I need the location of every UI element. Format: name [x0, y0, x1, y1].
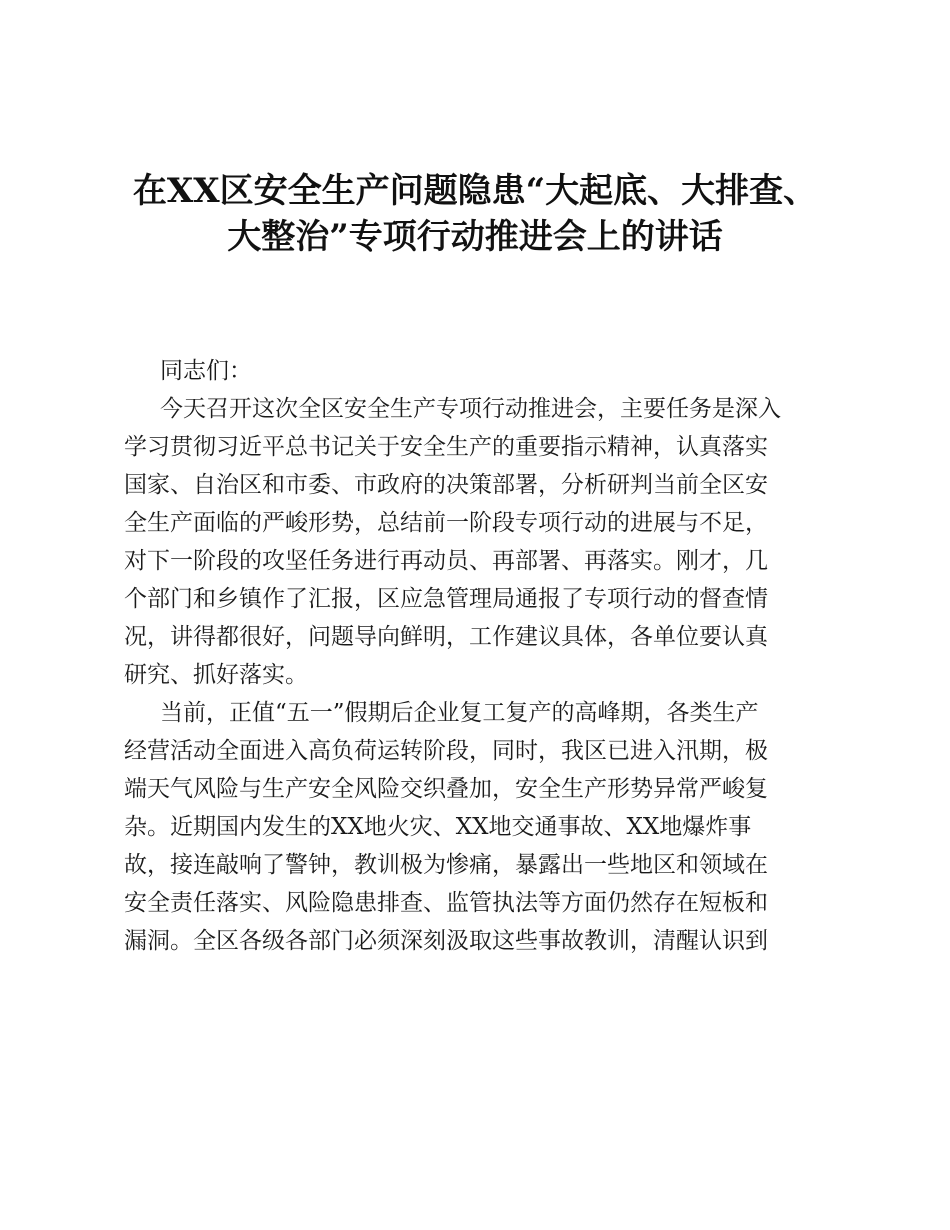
paragraph-line: 当前，正值“五一”假期后企业复工复产的高峰期，各类生产 — [160, 700, 759, 726]
paragraph — [124, 694, 828, 960]
paragraph-line: 安全责任落实、风险隐患排查、监管执法等方面仍然存在短板和 — [124, 890, 768, 916]
paragraph-line: 研究、抓好落实。 — [124, 662, 308, 688]
paragraph-line: 今天召开这次全区安全生产专项行动推进会，主要任务是深入 — [160, 396, 781, 422]
paragraph-line: 漏洞。全区各级各部门必须深刻汲取这些事故教训，清醒认识到 — [124, 928, 768, 954]
paragraph-line: 个部门和乡镇作了汇报，区应急管理局通报了专项行动的督查情 — [124, 586, 768, 612]
paragraph-line: 端天气风险与生产安全风险交织叠加，安全生产形势异常严峻复 — [124, 776, 768, 802]
paragraph-line: 故，接连敲响了警钟，教训极为惨痛，暴露出一些地区和领域在 — [124, 852, 768, 878]
paragraph-line: 学习贯彻习近平总书记关于安全生产的重要指示精神，认真落实 — [124, 434, 768, 460]
document-title — [100, 168, 850, 260]
document-body — [124, 352, 828, 960]
paragraph-line: 况，讲得都很好，问题导向鲜明，工作建议具体，各单位要认真 — [124, 624, 768, 650]
greeting: 同志们： — [160, 358, 252, 384]
paragraph-line: 杂。近期国内发生的XX地火灾、XX地交通事故、XX地爆炸事 — [124, 814, 752, 840]
title-line: 大整治”专项行动推进会上的讲话 — [227, 217, 723, 257]
paragraph — [124, 390, 828, 694]
paragraph-line: 经营活动全面进入高负荷运转阶段，同时，我区已进入汛期，极 — [124, 738, 768, 764]
paragraph-line: 对下一阶段的攻坚任务进行再动员、再部署、再落实。刚才，几 — [124, 548, 768, 574]
title-line: 在XX区安全生产问题隐患“大起底、大排查、 — [132, 171, 818, 211]
paragraph-line: 全生产面临的严峻形势，总结前一阶段专项行动的进展与不足， — [124, 510, 768, 536]
paragraph-line: 国家、自治区和市委、市政府的决策部署，分析研判当前全区安 — [124, 472, 768, 498]
